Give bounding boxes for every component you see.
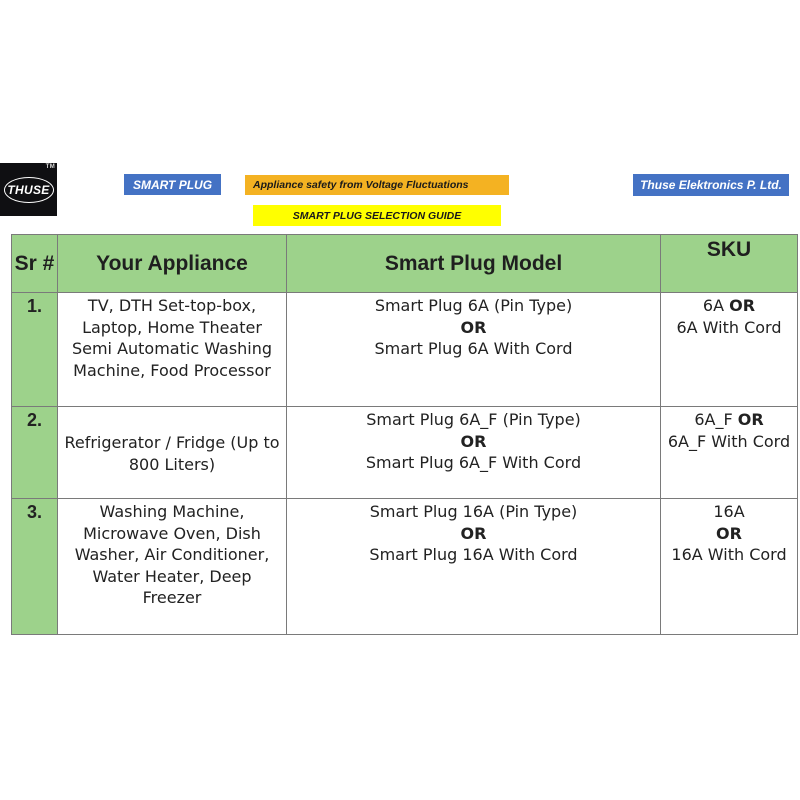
sku-b: 16A With Cord <box>671 545 787 564</box>
table-row <box>12 293 798 407</box>
header-sr: Sr # <box>12 235 58 293</box>
sku-b: 6A_F With Cord <box>667 431 791 451</box>
row-sr: 3. <box>12 499 58 635</box>
model-or: OR <box>460 523 487 543</box>
logo-text: THUSE <box>7 182 50 197</box>
model-option-b: Smart Plug 6A_F With Cord <box>365 453 582 472</box>
sku-or: OR <box>716 523 742 543</box>
model-option-a: Smart Plug 16A (Pin Type) <box>369 502 578 521</box>
safety-tagline-banner: Appliance safety from Voltage Fluctuations <box>245 175 509 195</box>
row-appliance: Refrigerator / Fridge (Up to 800 Liters) <box>58 407 287 499</box>
row-sr: 1. <box>12 293 58 407</box>
model-option-b: Smart Plug 6A With Cord <box>374 339 573 358</box>
selection-guide-table <box>11 234 798 635</box>
model-or: OR <box>460 317 487 337</box>
thuse-logo <box>0 163 57 216</box>
row-model <box>287 499 661 635</box>
table-row <box>12 407 798 499</box>
header-appliance: Your Appliance <box>58 235 287 293</box>
header-sku: SKU <box>661 235 798 293</box>
row-sku <box>661 293 798 407</box>
sku-a: 6A <box>702 296 725 315</box>
table-row <box>12 499 798 635</box>
model-option-a: Smart Plug 6A_F (Pin Type) <box>366 410 581 429</box>
header-model: Smart Plug Model <box>287 235 661 293</box>
sku-or: OR <box>729 296 756 315</box>
model-option-a: Smart Plug 6A (Pin Type) <box>374 296 573 315</box>
company-name-banner: Thuse Elektronics P. Ltd. <box>633 174 789 196</box>
smart-plug-banner: SMART PLUG <box>124 174 221 195</box>
table-header-row <box>12 235 798 293</box>
sku-a: 16A <box>713 502 745 521</box>
logo-trademark: TM <box>45 164 55 170</box>
row-sku <box>661 499 798 635</box>
sku-b: 6A With Cord <box>676 317 782 337</box>
row-model <box>287 407 661 499</box>
selection-guide-title: SMART PLUG SELECTION GUIDE <box>253 205 501 226</box>
row-appliance: Washing Machine, Microwave Oven, Dish Washer, Air Conditioner, Water Heater, Deep Freezer <box>58 499 287 635</box>
model-option-b: Smart Plug 16A With Cord <box>369 545 578 564</box>
row-appliance: TV, DTH Set-top-box, Laptop, Home Theater Semi Automatic Washing Machine, Food Processor <box>58 293 287 407</box>
row-sr: 2. <box>12 407 58 499</box>
row-model <box>287 293 661 407</box>
sku-a: 6A_F <box>694 410 733 429</box>
sku-or: OR <box>737 410 764 429</box>
row-sku <box>661 407 798 499</box>
model-or: OR <box>460 431 487 451</box>
